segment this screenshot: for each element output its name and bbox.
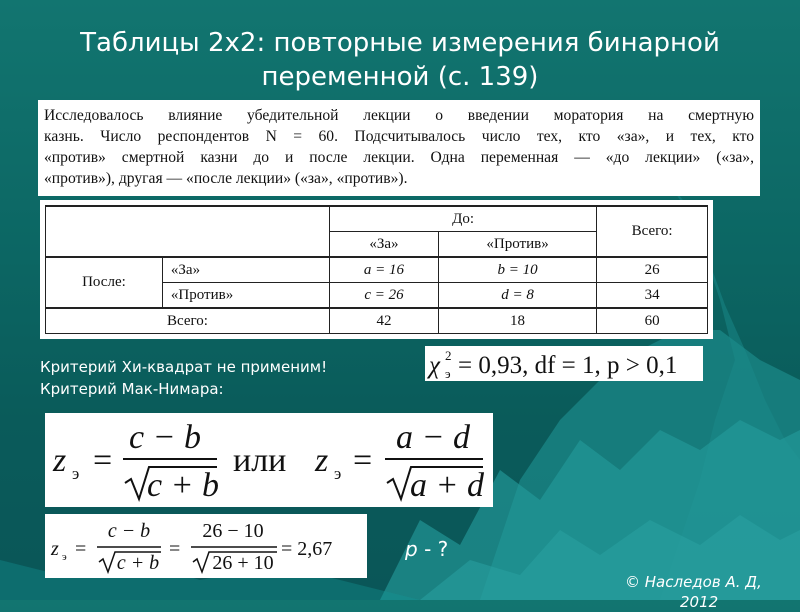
row-header-total: Всего:	[46, 308, 330, 334]
cell-a-text: a = 16	[363, 261, 405, 278]
column-za-total: 42	[329, 308, 438, 334]
paragraph-line: «против»), другая — «после лекции» («за», «против»).	[44, 170, 408, 187]
denominator-numeric: 26 + 10	[212, 552, 274, 574]
denominator-c-plus-b: c + b	[146, 467, 220, 504]
copyright-text: © Наследов А. Д,	[625, 573, 762, 591]
numerator-a-minus-d: a − d	[396, 419, 470, 456]
cell-b	[438, 257, 596, 283]
chi-value-text: = 0,93, df = 1, p > 0,1	[458, 352, 678, 379]
denominator-c-plus-b: c + b	[116, 552, 160, 574]
paragraph-line: «против» смертной казни до и после лекции. Одна переменная — «до лекции» («за»,	[44, 149, 754, 166]
chi-square-formula	[425, 346, 703, 381]
cell-d-text: d = 8	[501, 286, 534, 303]
row-za-total: 26	[597, 257, 708, 283]
chi-subscript: э	[445, 366, 451, 381]
row-header-za: «За»	[162, 257, 329, 283]
calculation-formula	[45, 514, 367, 578]
row-protiv-total: 34	[597, 283, 708, 309]
table-corner-cell	[46, 206, 330, 257]
paragraph-line: Исследовалось влияние убедительной лекции о введении моратория на смертную	[44, 107, 754, 124]
z-subscript: э	[62, 551, 67, 563]
copyright-year: 2012	[680, 593, 719, 611]
chi-square-note: Критерий Хи-квадрат не применим!	[40, 358, 328, 376]
column-header-protiv: «Против»	[438, 232, 596, 258]
row-group-posle: После:	[46, 257, 163, 308]
chi-symbol: χ	[429, 352, 440, 379]
p-value-question	[405, 537, 448, 561]
slide-title-line1: Таблицы 2х2: повторные измерения бинарной	[80, 28, 720, 58]
mcnemar-formula	[45, 413, 493, 507]
equals-sign: =	[169, 538, 181, 560]
slide-title	[20, 26, 780, 94]
cell-d	[438, 283, 596, 309]
p-question-rest: - ?	[424, 537, 449, 561]
slide-title-line2: переменной (с. 139)	[261, 62, 539, 92]
contingency-table	[45, 205, 708, 334]
description-paragraph	[38, 100, 760, 196]
copyright-notice	[625, 572, 762, 612]
cell-c-text: c = 26	[364, 286, 404, 303]
header-do: До:	[329, 206, 596, 232]
result-value: = 2,67	[281, 538, 333, 560]
numerator-numeric: 26 − 10	[202, 520, 264, 542]
or-word: или	[233, 442, 287, 479]
denominator-a-plus-d: a + d	[410, 467, 484, 504]
cell-b-text: b = 10	[497, 261, 538, 278]
p-variable: p	[405, 537, 418, 561]
contingency-table-box	[40, 200, 713, 339]
column-protiv-total: 18	[438, 308, 596, 334]
z-subscript: э	[334, 464, 342, 483]
equals-sign: =	[93, 442, 113, 479]
paragraph-line: казнь. Число респондентов N = 60. Подсчитывалось число тех, кто «за», и тех, кто	[44, 128, 754, 145]
z-symbol: z	[315, 442, 329, 479]
column-header-za: «За»	[329, 232, 438, 258]
numerator-c-minus-b: c − b	[107, 520, 151, 542]
chi-superscript: 2	[445, 348, 452, 363]
numerator-c-minus-b: c − b	[128, 419, 202, 456]
header-total: Всего:	[597, 206, 708, 257]
cell-a	[329, 257, 438, 283]
z-symbol: z	[51, 538, 59, 560]
equals-sign: =	[75, 538, 87, 560]
mcnemar-note: Критерий Мак-Нимара:	[40, 380, 224, 398]
z-symbol: z	[53, 442, 67, 479]
equals-sign: =	[353, 442, 373, 479]
cell-c	[329, 283, 438, 309]
grand-total: 60	[597, 308, 708, 334]
row-header-protiv: «Против»	[162, 283, 329, 309]
z-subscript: э	[72, 464, 80, 483]
